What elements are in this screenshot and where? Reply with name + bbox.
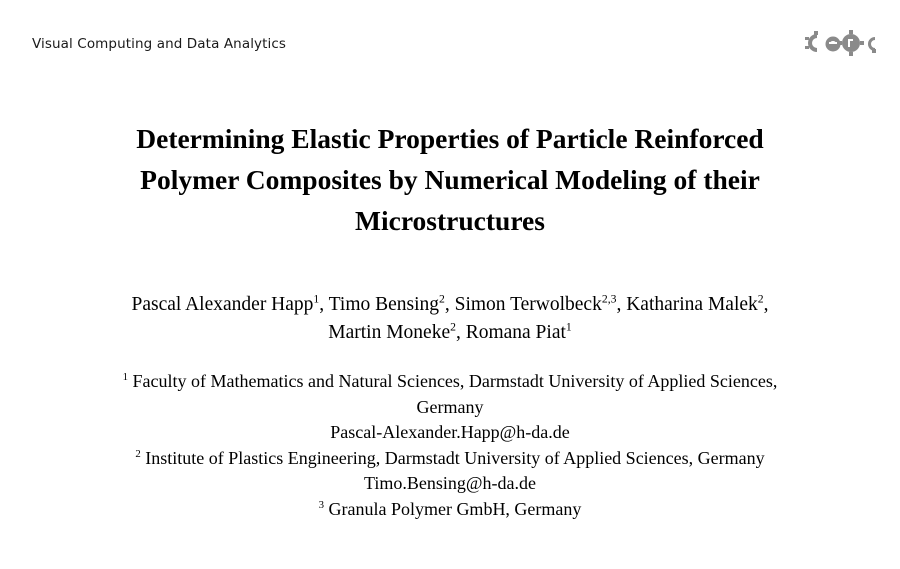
author-line [0,291,900,319]
affiliation-1-email: Pascal-Alexander.Happ@h-da.de [330,422,570,442]
author-affiliation-mark: 2 [450,320,456,334]
affiliation-text: Faculty of Mathematics and Natural Sciences, Darmstadt University of Applied Sciences, [128,371,778,391]
affiliation-text: Granula Polymer GmbH, Germany [323,498,582,519]
author-affiliation-mark: 1 [565,320,572,334]
affiliation-text: Institute of Plastics Engineering, Darmstadt University of Applied Sciences, Germany [140,447,765,468]
author-affiliation-mark: 1 [313,292,320,306]
affiliation-number: 3 [318,498,324,511]
author-name: Timo Bensing [328,294,440,315]
title-line: Polymer Composites by Numerical Modeling of their [140,164,760,195]
author-separator: , [455,322,466,343]
running-header: Visual Computing and Data Analytics [32,36,287,52]
cerc-gear-logo-icon [803,28,881,58]
author-affiliation-mark: 2,3 [601,292,617,306]
author-line [0,319,900,347]
author-name: Romana Piat [465,322,566,343]
author-separator: , [616,294,627,315]
author-name: Martin Moneke [328,322,451,343]
author-separator: , [444,294,455,315]
author-separator: , [319,294,329,315]
author-name: Katharina Malek [626,294,758,315]
affiliation-number: 2 [135,447,141,460]
author-list [0,291,900,347]
affiliation-number: 1 [122,371,129,383]
author-name: Simon Terwolbeck [454,294,602,315]
title-line: Determining Elastic Properties of Particle Reinforced [136,123,764,154]
author-affiliation-mark: 2 [757,292,764,306]
title-line: Microstructures [355,205,545,236]
author-separator: , [763,294,769,315]
affiliation-list [0,369,900,522]
affiliation-1 [0,369,900,395]
affiliation-1-country: Germany [416,396,484,417]
affiliation-2 [0,446,900,472]
author-affiliation-mark: 2 [439,292,445,306]
paper-title [0,118,900,241]
affiliation-2-email: Timo.Bensing@h-da.de [364,473,536,493]
affiliation-3 [0,497,900,523]
author-name: Pascal Alexander Happ [131,294,314,315]
